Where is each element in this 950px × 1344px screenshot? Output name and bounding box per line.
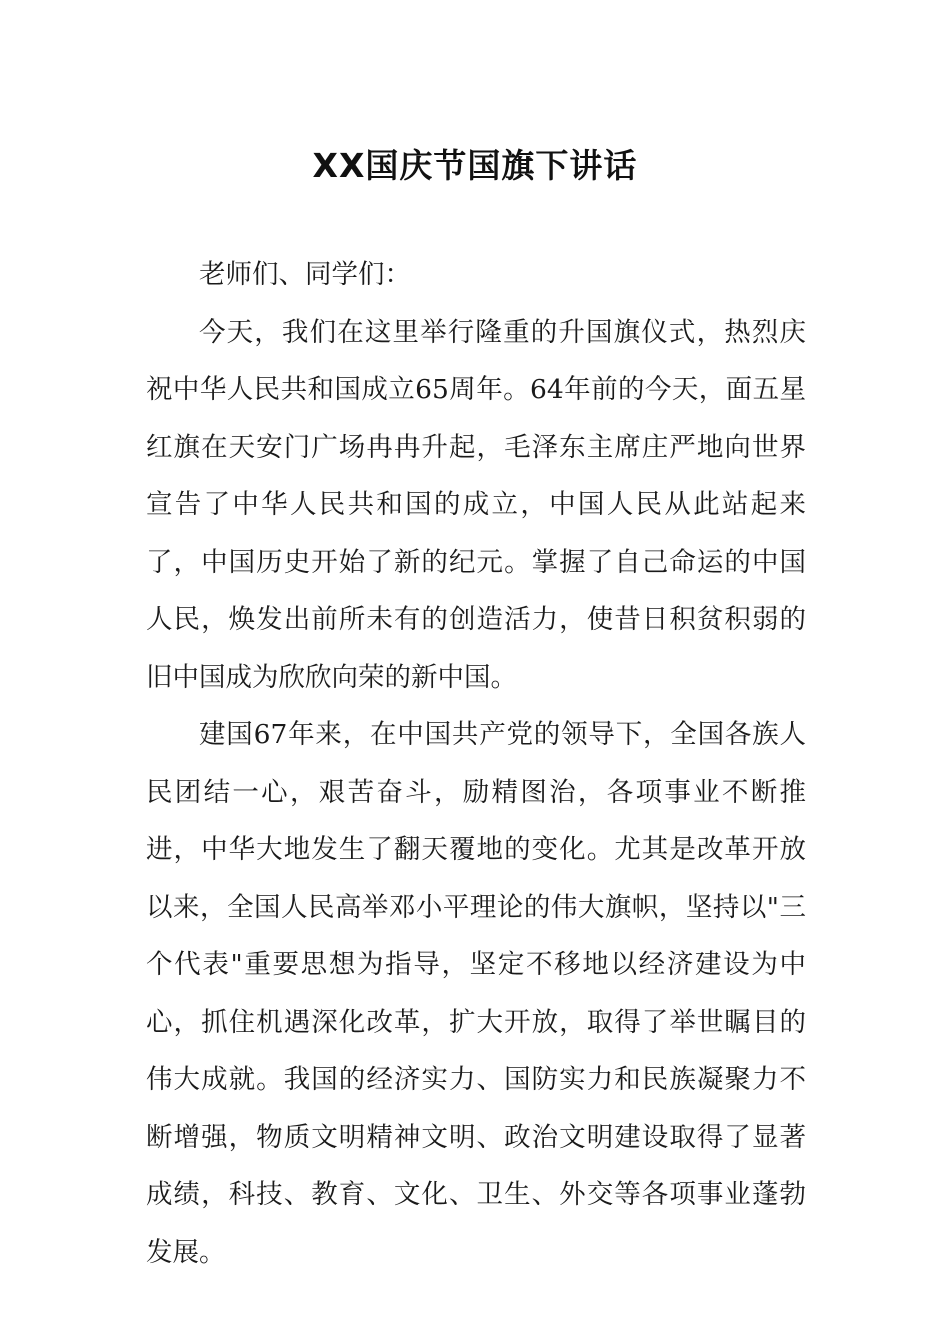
paragraph: 今天，我们在这里举行隆重的升国旗仪式，热烈庆祝中华人民共和国成立65周年。64年前的今天，面五星红旗在天安门广场冉冉升起，毛泽东主席庄严地向世界宣告了中华人民共和国的成立，中国人民从此站起来了，中国历史开始了新的纪元。掌握了自己命运的中国人民，焕发出前所未有的创造活力，使昔日积贫积弱的旧中国成为欣欣向荣的新中国。 [146,316,806,693]
document-title: XX国庆节国旗下讲话 [312,146,638,186]
greeting: 老师们、同学们： [199,259,411,290]
document-body [146,246,806,1281]
paragraph: 建国67年来，在中国共产党的领导下，全国各族人民团结一心，艰苦奋斗，励精图治，各项事业不断推进，中华大地发生了翻天覆地的变化。尤其是改革开放以来，全国人民高举邓小平理论的伟大旗帜，坚持以"三个代表"重要思想为指导，坚定不移地以经济建设为中心，抓住机遇深化改革，扩大开放，取得了举世瞩目的伟大成就。我国的经济实力、国防实力和民族凝聚力不断增强，物质文明精神文明、政治文明建设取得了显著成绩，科技、教育、文化、卫生、外交等各项事业蓬勃发展。 [146,719,806,1268]
